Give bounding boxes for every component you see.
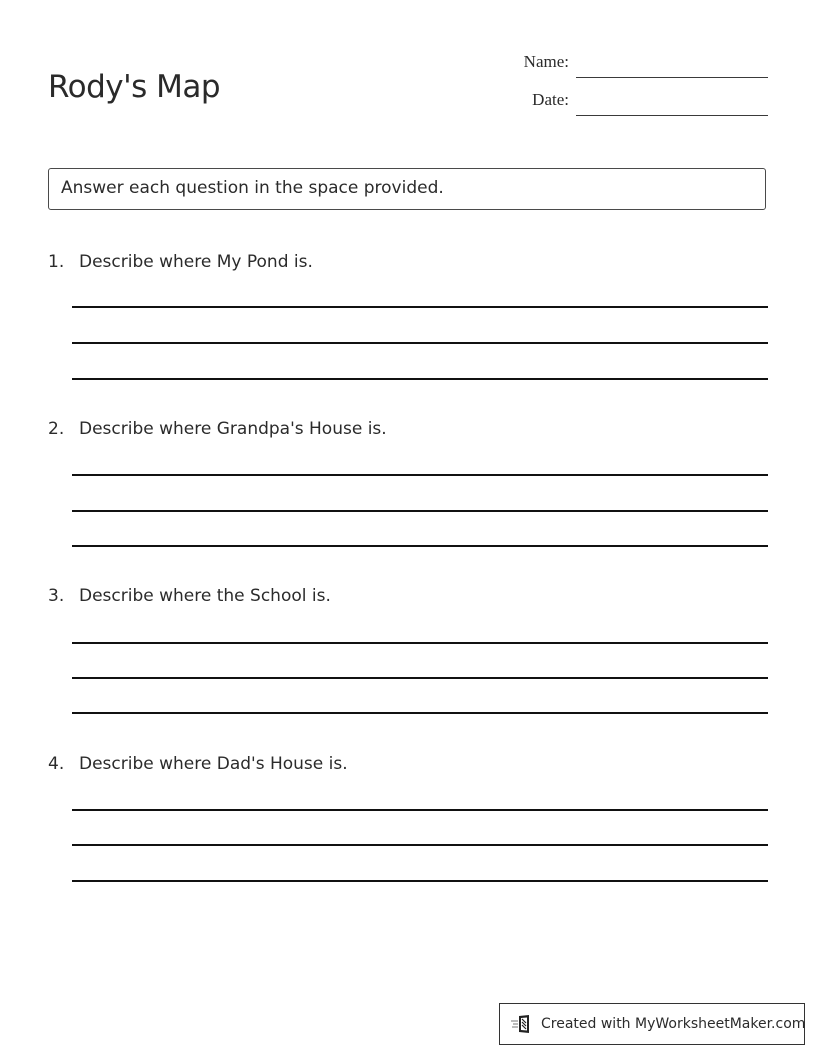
instructions-text: Answer each question in the space provided. — [61, 178, 444, 198]
answer-line[interactable] — [72, 642, 768, 644]
question-text: Describe where My Pond is. — [79, 252, 313, 272]
instructions-box — [48, 168, 766, 210]
date-field[interactable] — [480, 86, 768, 116]
answer-line[interactable] — [72, 880, 768, 882]
answer-line[interactable] — [72, 545, 768, 547]
question-text: Describe where Dad's House is. — [79, 754, 348, 774]
question-number: 4. — [48, 754, 65, 774]
answer-line[interactable] — [72, 474, 768, 476]
footer-credit-text: Created with MyWorksheetMaker.com — [541, 1016, 806, 1032]
answer-line[interactable] — [72, 306, 768, 308]
name-label: Name: — [523, 52, 569, 71]
name-input-line[interactable] — [576, 77, 768, 78]
answer-line[interactable] — [72, 844, 768, 846]
question-number: 3. — [48, 586, 65, 606]
answer-line[interactable] — [72, 677, 768, 679]
answer-line[interactable] — [72, 342, 768, 344]
footer-credit-badge[interactable] — [499, 1003, 805, 1045]
worksheet-logo-icon — [510, 1014, 534, 1034]
question-number: 1. — [48, 252, 65, 272]
date-input-line[interactable] — [576, 115, 768, 116]
question-1 — [48, 252, 768, 412]
answer-line[interactable] — [72, 712, 768, 714]
question-4 — [48, 754, 768, 914]
question-text: Describe where Grandpa's House is. — [79, 419, 387, 439]
date-label: Date: — [532, 90, 569, 109]
answer-line[interactable] — [72, 378, 768, 380]
answer-line[interactable] — [72, 510, 768, 512]
question-2 — [48, 419, 768, 579]
question-3 — [48, 586, 768, 746]
question-text: Describe where the School is. — [79, 586, 331, 606]
question-number: 2. — [48, 419, 65, 439]
answer-line[interactable] — [72, 809, 768, 811]
page-title: Rody's Map — [48, 68, 221, 105]
name-field[interactable] — [480, 48, 768, 78]
